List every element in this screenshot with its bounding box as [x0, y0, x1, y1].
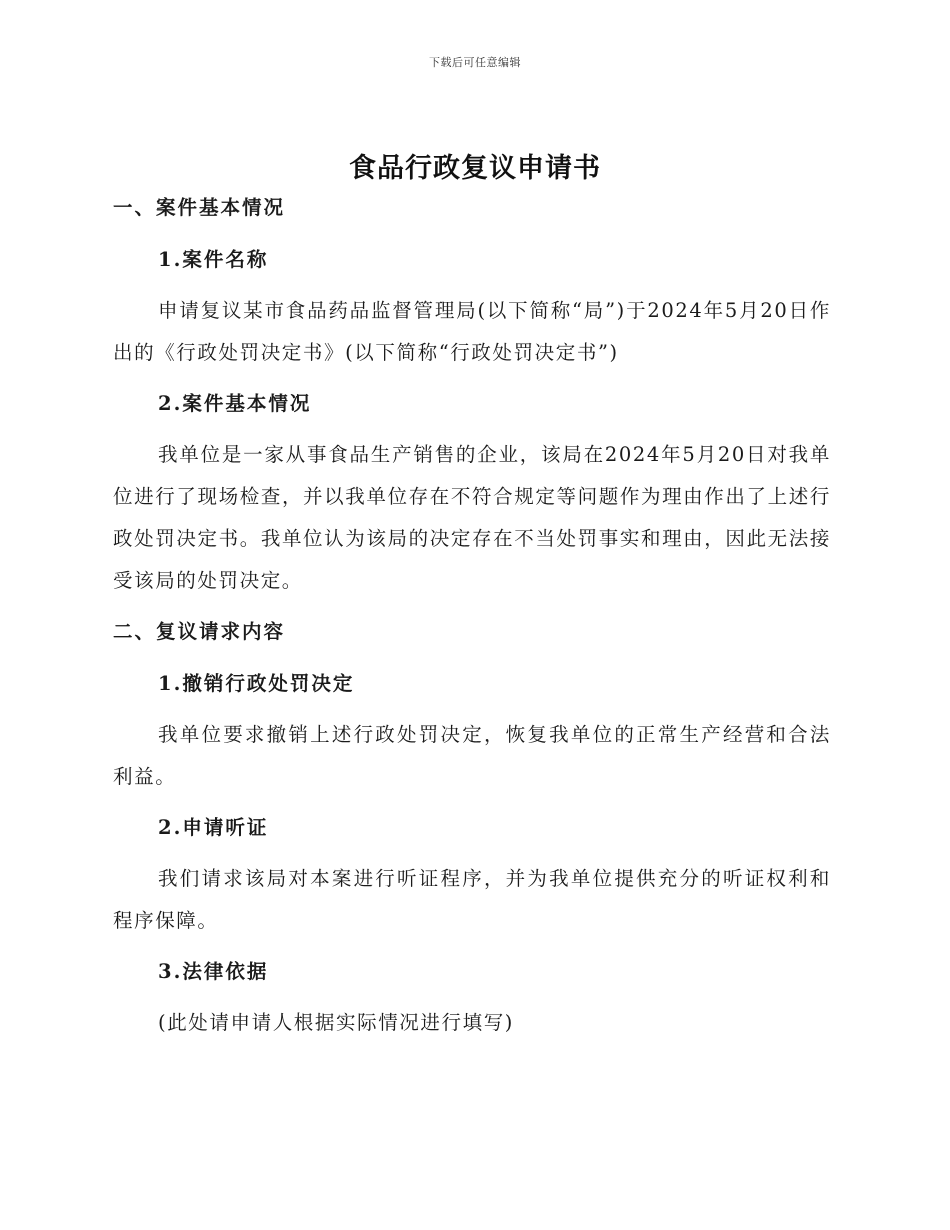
section-heading-basic-info: 一、案件基本情况 [113, 196, 286, 219]
paragraph-case-details: 我单位是一家从事食品生产销售的企业，该局在2024年5月20日对我单位进行了现场检查，并以我单位存在不符合规定等问题作为理由作出了上述行政处罚决定书。我单位认为该局的决定存在不当处罚事实和理由，因此无法接受该局的处罚决定。 [113, 443, 831, 592]
paragraph-case-name: 申请复议某市食品药品监督管理局(以下简称“局”)于2024年5月20日作出的《行政处罚决定书》(以下简称“行政处罚决定书”) [113, 299, 831, 364]
document-body [113, 190, 831, 1044]
subheading-revoke-decision: 1.撤销行政处罚决定 [158, 672, 355, 695]
paragraph-legal-basis: (此处请申请人根据实际情况进行填写) [158, 1011, 515, 1034]
document-title: 食品行政复议申请书 [349, 153, 601, 184]
subheading-legal-basis: 3.法律依据 [158, 960, 269, 983]
subheading-case-details: 2.案件基本情况 [158, 392, 312, 415]
subheading-hearing: 2.申请听证 [158, 816, 269, 839]
paragraph-revoke-decision: 我单位要求撤销上述行政处罚决定，恢复我单位的正常生产经营和合法利益。 [113, 723, 831, 788]
subheading-case-name: 1.案件名称 [158, 248, 269, 271]
section-heading-requests: 二、复议请求内容 [113, 620, 286, 643]
paragraph-hearing: 我们请求该局对本案进行听证程序，并为我单位提供充分的听证权利和程序保障。 [113, 867, 831, 932]
header-note: 下载后可任意编辑 [429, 56, 521, 69]
